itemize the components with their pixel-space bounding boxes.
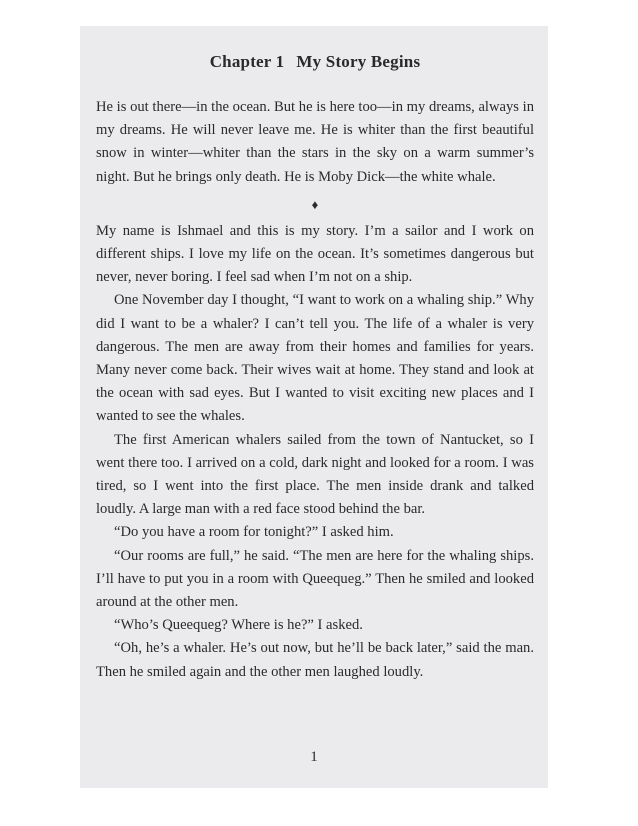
paragraph: “Do you have a room for tonight?” I asked him. <box>114 524 394 541</box>
paragraph: “Who’s Queequeg? Where is he?” I asked. <box>114 617 363 634</box>
page-number: 1 <box>310 749 318 765</box>
paragraph: “Oh, he’s a whaler. He’s out now, but he’ll be back later,” said the man. Then he smiled again and the other men laughed loudly. <box>96 640 534 680</box>
paragraph: One November day I thought, “I want to work on a whaling ship.” Why did I want to be a whaler? I can’t tell you. The life of a whaler is very dangerous. The men are away from their homes and families for years. Many never come back. Their wives wait at home. They stand and look at the ocean with sad eyes. But I wanted to visit exciting new places and I wanted to see the whales. <box>96 292 534 425</box>
chapter-title: My Story Begins <box>296 52 421 71</box>
diamond-separator-icon: ♦ <box>311 196 319 212</box>
paragraph: The first American whalers sailed from the town of Nantucket, so I went there too. I arrived on a cold, dark night and looked for a room. I was tired, so I went into the first place. The men inside drank and talked loudly. A large man with a red face stood behind the bar. <box>96 431 534 518</box>
chapter-number: Chapter 1 <box>209 52 285 71</box>
book-page <box>80 26 548 788</box>
paragraph: My name is Ishmael and this is my story. I’m a sailor and I work on different ships. I love my life on the ocean. It’s sometimes dangerous but never, never boring. I feel sad when I’m not on a ship. <box>96 222 534 286</box>
chapter-text <box>96 96 534 684</box>
chapter-heading <box>96 52 534 72</box>
paragraph: “Our rooms are full,” he said. “The men are here for the whaling ships. I’ll have to put you in a room with Queequeg.” Then he smiled and looked around at the other men. <box>96 547 534 611</box>
intro-paragraph: He is out there—in the ocean. But he is here too—in my dreams, always in my dreams. He will never leave me. He is whiter than the first beautiful snow in winter—whiter than the stars in the sky on a warm summer’s night. But he brings only death. He is Moby Dick—the white whale. <box>96 99 534 185</box>
